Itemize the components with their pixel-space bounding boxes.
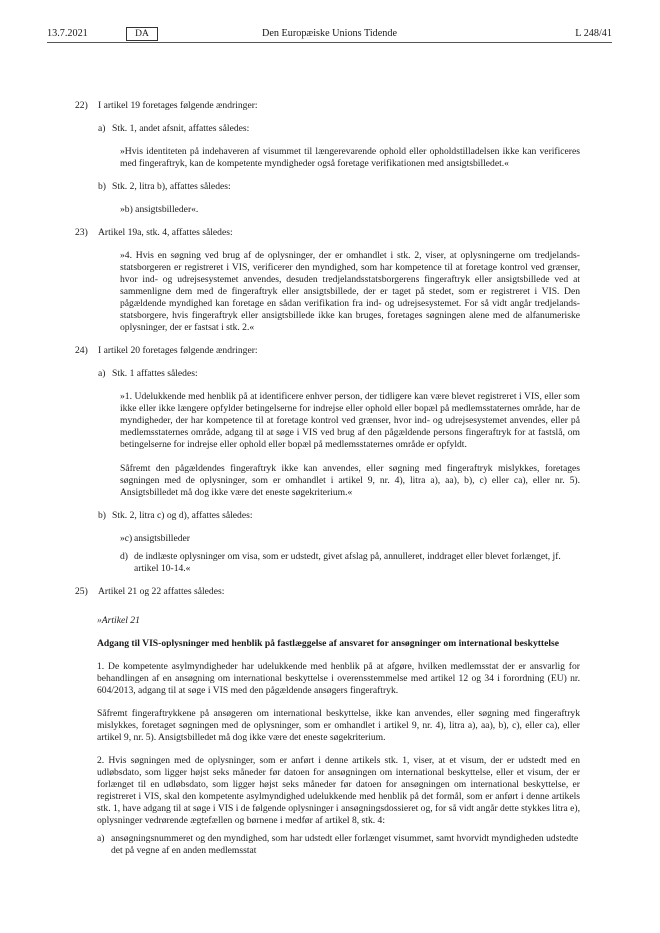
article-paragraph: Såfremt fingeraftrykkene på ansøgeren om international beskyttelse, ikke kan anvendes, eller søgning med fingeraftryk mislykkes, foretaget søgningen med de oplysninger, som er omhandlet i artikel 9, nr. 4), litra a), aa), b), c), eller ca), eller artikel 9, nr. 5). Ansigtsbilledet må dog ikke være det eneste søgekriterium. [97, 708, 580, 743]
sub-label: a) [98, 368, 106, 379]
journal-title: Den Europæiske Unions Tidende [262, 28, 397, 39]
item-number: 23) [75, 227, 88, 238]
list-item [97, 833, 580, 857]
item-25 [0, 586, 660, 598]
amendment-quote: »1. Udelukkende med henblik på at identificere enhver person, der tidligere kan være blevet registreret i VIS, eller som ikke eller ikke længere opfylder betingelserne for indrejse eller ophold eller bopæl på medlemsstaternes område, har de myndigheder, der har kompetence til at foretage kontrol ved grænser, hvor ind- og udrejsesystemet anvendes, eller på medlemsstaternes område, adgang til at søge i VIS ved brug af den pågældende persons fingeraftryk for at fastslå, om betingelserne for indrejse eller ophold eller bopæl på medlemsstaternes område er opfyldt. [120, 391, 580, 450]
sub-label: b) [98, 181, 106, 192]
article-label: »Artikel 21 [97, 615, 140, 626]
amendment-quote: »b) ansigtsbilleder«. [120, 204, 199, 215]
language-code-box: DA [126, 27, 158, 41]
item-24 [0, 345, 660, 357]
item-text: Artikel 19a, stk. 4, affattes således: [98, 227, 233, 238]
item-22-b [0, 181, 660, 193]
article-paragraph: 2. Hvis søgningen med de oplysninger, som er anført i denne artikels stk. 1, viser, at et visum, der er udstedt med en udløbsdato, som ligger højst seks måneder før datoen for ansøgningen om international beskyttelse, eller et visum, der er forlænget til en udløbsdato, som ligger højst seks måneder før datoen for ansøgningen om international beskyttelse, er registreret i VIS, skal den kompetente asylmyndighed udelukkende med henblik på det formål, som er anført i denne artikels stk. 1, have adgang til at søge i VIS i de følgende oplysninger i ansøgningsdossieret og, for så vidt angår dette stykkes litra e), oplysninger vedrørende ægtefællen og børnene i medfør af artikel 8, stk. 4: [97, 755, 580, 826]
item-number: 24) [75, 345, 88, 356]
list-item [120, 533, 580, 545]
list-text: ansigtsbilleder [134, 533, 190, 544]
amendment-quote: Såfremt den pågældendes fingeraftryk ikke kan anvendes, eller søgning med fingeraftryk mislykkes, foretages søgningen med de oplysninger, som er omhandlet i artikel 9, nr. 4), litra a), aa), b), c) eller ca), eller nr. 5). Ansigtsbilledet må dog ikke være det eneste søgekriterium.« [120, 463, 580, 498]
sub-text: Stk. 1 affattes således: [112, 368, 198, 379]
sub-label: b) [98, 510, 106, 521]
item-22 [0, 100, 660, 112]
header-rule [47, 42, 612, 43]
item-number: 25) [75, 586, 88, 597]
sub-text: Stk. 1, andet afsnit, affattes således: [112, 123, 250, 134]
list-label: a) [97, 833, 105, 844]
amendment-quote: »4. Hvis en søgning ved brug af de oplysninger, der er omhandlet i stk. 2, viser, at oplysningerne om tredjelands-statsborgeren er registreret i VIS, verificerer den myndighed, som har kompetence til at foretage kontrol ved grænser, hvor ind- og udrejsesystemet anvendes, desuden tredjelandsstatsborgerens fingeraftryk eller ansigtsbillede ved at sammenligne dem med de fingeraftryk eller ansigtsbillede, der er taget på stedet, som er registreret i VIS. Den pågældende myndighed kan foretage en sådan verifikation fra ind- og udrejsesystemet. For så vidt angår tredjelands-statsborgere, hvis fingeraftryk eller ansigtsbillede ikke kan bruges, foretages søgningen alene med de alfanumeriske oplysninger, der er fastsat i stk. 2.« [120, 250, 580, 333]
item-text: Artikel 21 og 22 affattes således: [98, 586, 225, 597]
sub-label: a) [98, 123, 106, 134]
article-paragraph: 1. De kompetente asylmyndigheder har udelukkende med henblik på at afgøre, hvilken medlemsstat der er ansvarlig for behandlingen af en ansøgning om international beskyttelse i overensstemmelse med artikel 12 og 34 i forordning (EU) nr. 604/2013, adgang til at søge i VIS med den pågældende ansøgers fingeraftryk. [97, 661, 580, 696]
list-label: d) [120, 551, 128, 562]
item-number: 22) [75, 100, 88, 111]
item-22-a [0, 123, 660, 135]
list-text: ansøgningsnummeret og den myndighed, som har udstedt eller forlænget visummet, samt hvorvidt myndigheden udstedte det på vegne af en anden medlemsstat [111, 833, 579, 856]
article-title: Adgang til VIS-oplysninger med henblik på fastlæggelse af ansvaret for ansøgninger om international beskyttelse [97, 638, 560, 649]
item-text: I artikel 20 foretages følgende ændringer: [98, 345, 258, 356]
page-header [47, 27, 612, 43]
sub-text: Stk. 2, litra b), affattes således: [112, 181, 231, 192]
item-24-a [0, 368, 660, 380]
amendment-quote: »Hvis identiteten på indehaveren af visummet til længerevarende ophold eller opholdstilladelsen ikke kan verificeres med fingeraftryk, kan de kompetente myndigheder også foretage verifikationen med ansigtsbilledet.« [120, 146, 580, 169]
page-reference: L 248/41 [575, 28, 612, 39]
item-text: I artikel 19 foretages følgende ændringer: [98, 100, 258, 111]
list-label: »c) [120, 533, 133, 544]
publication-date: 13.7.2021 [47, 28, 88, 39]
document-body [0, 88, 660, 857]
sub-text: Stk. 2, litra c) og d), affattes således: [112, 510, 253, 521]
list-item [120, 551, 580, 575]
item-23 [0, 227, 660, 239]
item-24-b [0, 510, 660, 522]
list-text: de indlæste oplysninger om visa, som er udstedt, givet afslag på, annulleret, inddraget eller blevet forlænget, jf. artikel 10-14.« [134, 551, 561, 574]
